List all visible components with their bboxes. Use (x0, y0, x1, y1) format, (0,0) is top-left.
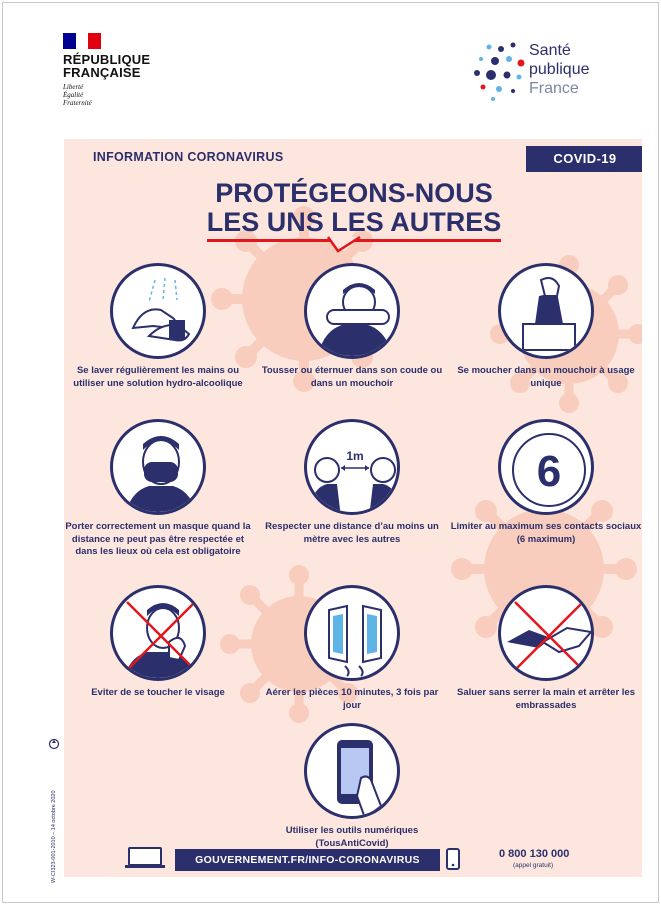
covid-badge: COVID-19 (526, 146, 642, 172)
title-line1: PROTÉGEONS-NOUS (215, 178, 493, 208)
gesture-caption: Porter correctement un masque quand la distance ne peut pas être respectée et dans les lieux où cela est obligatoire (65, 521, 251, 557)
tissue-box-icon (501, 266, 594, 359)
gesture-caption: Limiter au maximum ses contacts sociaux (6 maximum) (450, 521, 642, 545)
smartphone-app-icon (307, 726, 400, 819)
six-badge: 6 (536, 447, 562, 496)
no-face-touch-icon (113, 588, 206, 681)
gesture-caption: Tousser ou éternuer dans son coude ou dans un mouchoir (261, 365, 443, 389)
gesture-caption: Utiliser les outils numériques (TousAntiCovid) (285, 825, 419, 849)
gesture-handwash (64, 263, 254, 390)
motto-liberte: Liberté (63, 83, 84, 91)
gesture-caption: Se moucher dans un mouchoir à usage unique (457, 365, 635, 389)
government-website-link[interactable]: GOUVERNEMENT.FR/INFO-CORONAVIRUS (175, 849, 440, 871)
gesture-tissue (450, 263, 642, 390)
recycle-icon (48, 738, 60, 750)
french-flag-icon (63, 33, 101, 49)
motto-fraternite: Fraternité (63, 99, 92, 107)
gesture-face-mask (64, 419, 254, 559)
no-handshake-icon (501, 588, 594, 681)
gesture-caption: Saluer sans serrer la main et arrêter les embrassades (457, 687, 635, 711)
sante-publique-france-logo (473, 37, 623, 107)
gesture-open-window (256, 585, 448, 712)
speech-bubble-tail-icon (326, 235, 362, 255)
rf-title-line2: FRANÇAISE (63, 65, 141, 80)
mobile-phone-icon (446, 848, 460, 870)
cough-elbow-icon (307, 266, 400, 359)
spf-dots-icon (473, 37, 529, 107)
republique-francaise-logo (63, 33, 173, 107)
distance-badge: 1m (346, 449, 364, 463)
gesture-caption: Respecter une distance d’au moins un mètre avec les autres (265, 521, 439, 545)
spf-line3: France (529, 80, 579, 97)
spf-line1: Santé (529, 42, 571, 59)
face-mask-icon (113, 422, 206, 515)
gesture-cough-elbow (256, 263, 448, 390)
gesture-six-contacts (450, 419, 642, 546)
print-reference: W-CI323-001-2010 – 14 octobre 2020 (51, 790, 57, 883)
gestures-panel (64, 139, 642, 877)
gesture-caption: Aérer les pièces 10 minutes, 3 fois par jour (265, 687, 439, 711)
gesture-caption: Eviter de se toucher le visage (91, 687, 225, 698)
gesture-no-face-touch (64, 585, 254, 700)
distance-icon (307, 422, 400, 515)
gesture-distance (256, 419, 448, 546)
poster (2, 2, 659, 903)
gesture-digital-tools (256, 723, 448, 850)
open-window-icon (307, 588, 400, 681)
title-line2: LES UNS LES AUTRES (207, 208, 502, 242)
rf-title-line1: RÉPUBLIQUE (63, 52, 151, 67)
spf-line2: publique (529, 61, 590, 78)
gesture-no-handshake (450, 585, 642, 712)
motto-egalite: Égalité (63, 91, 84, 99)
information-coronavirus-label: INFORMATION CORONAVIRUS (93, 150, 284, 164)
main-title (164, 179, 544, 242)
laptop-icon (124, 846, 166, 870)
hotline-note: (appel gratuit) (513, 862, 554, 869)
handwash-icon (113, 266, 206, 359)
six-contacts-icon (501, 422, 594, 515)
hotline-number: 0 800 130 000 (499, 848, 570, 860)
gesture-caption: Se laver régulièrement les mains ou utiliser une solution hydro-alcoolique (73, 365, 243, 389)
